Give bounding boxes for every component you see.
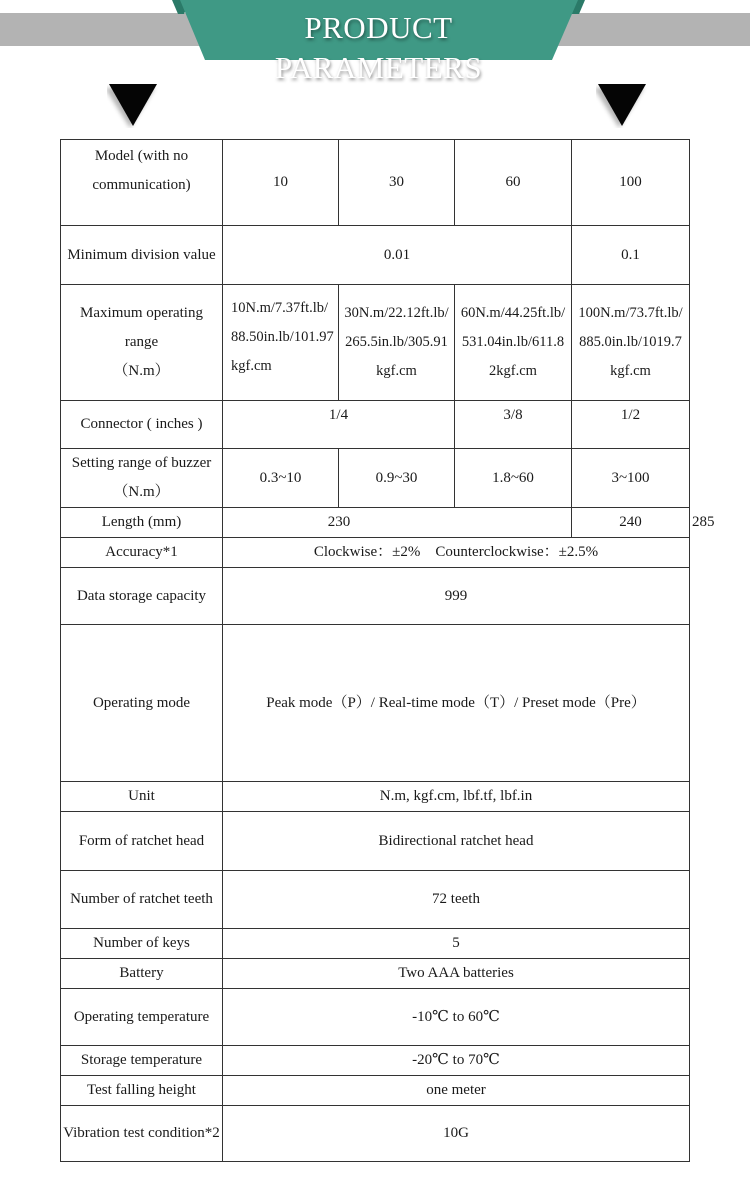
table-row xyxy=(61,538,690,568)
cell-value: 1/4 xyxy=(223,401,455,449)
page-title: PRODUCT PARAMETERS xyxy=(274,10,483,85)
cell-value: 60 xyxy=(455,140,572,226)
table-row xyxy=(61,989,690,1046)
table-row xyxy=(61,226,690,285)
row-label: Connector ( inches ) xyxy=(61,401,223,449)
cell-value: 72 teeth xyxy=(223,871,690,929)
row-label: Number of keys xyxy=(61,929,223,959)
cell-value: Peak mode（P）/ Real-time mode（T）/ Preset mode（Pre） xyxy=(223,625,690,782)
row-label: Model (with no communication) xyxy=(61,140,223,226)
row-label: Operating temperature xyxy=(61,989,223,1046)
cell-value: one meter xyxy=(223,1076,690,1106)
cell-value: 5 xyxy=(223,929,690,959)
cell-value: 1.8~60 xyxy=(455,449,572,508)
table-row xyxy=(61,812,690,871)
table-row xyxy=(61,929,690,959)
table-row xyxy=(61,625,690,782)
row-label: Number of ratchet teeth xyxy=(61,871,223,929)
row-label: Minimum division value xyxy=(61,226,223,285)
row-label: Test falling height xyxy=(61,1076,223,1106)
row-label: Data storage capacity xyxy=(61,568,223,625)
cell-value: 0.3~10 xyxy=(223,449,339,508)
row-label: Operating mode xyxy=(61,625,223,782)
cell-value: 10N.m/7.37ft.lb/88.50in.lb/101.97kgf.cm xyxy=(223,285,339,401)
row-label: Unit xyxy=(61,782,223,812)
cell-value: 10G xyxy=(223,1106,690,1162)
cell-value: 30 xyxy=(339,140,455,226)
cell-value: 3~100 xyxy=(572,449,690,508)
cell-value: 100N.m/73.7ft.lb/885.0in.lb/1019.7kgf.cm xyxy=(572,285,690,401)
cell-value: 30N.m/22.12ft.lb/265.5in.lb/305.91kgf.cm xyxy=(339,285,455,401)
down-triangle-icon xyxy=(596,84,648,128)
table-row xyxy=(61,782,690,812)
row-label: Form of ratchet head xyxy=(61,812,223,871)
row-label: Setting range of buzzer（N.m） xyxy=(61,449,223,508)
table-row xyxy=(61,959,690,989)
cell-value: 100 xyxy=(572,140,690,226)
table-row xyxy=(61,871,690,929)
cell-value: 0.1 xyxy=(572,226,690,285)
cell-value: 230 xyxy=(223,508,572,538)
table-row xyxy=(61,1046,690,1076)
down-triangle-icon xyxy=(107,84,159,128)
cell-value: 999 xyxy=(223,568,690,625)
table-row xyxy=(61,1106,690,1162)
table-row xyxy=(61,401,690,449)
table-row xyxy=(61,140,690,226)
cell-value: -10℃ to 60℃ xyxy=(223,989,690,1046)
cell-value: Clockwise：±2% Counterclockwise：±2.5% xyxy=(223,538,690,568)
row-label: Length (mm) xyxy=(61,508,223,538)
cell-value: N.m, kgf.cm, lbf.tf, lbf.in xyxy=(223,782,690,812)
table-row: Length (mm) 230 240 285 xyxy=(61,508,690,538)
cell-value: 10 xyxy=(223,140,339,226)
cell-value: -20℃ to 70℃ xyxy=(223,1046,690,1076)
cell-value: Two AAA batteries xyxy=(223,959,690,989)
cell-value: 3/8 xyxy=(455,401,572,449)
row-label: Storage temperature xyxy=(61,1046,223,1076)
row-label: Maximum operating range （N.m） xyxy=(61,285,223,401)
cell-value: 0.9~30 xyxy=(339,449,455,508)
cell-value: 0.01 xyxy=(223,226,572,285)
cell-value: 240 xyxy=(572,508,690,538)
cell-value: 60N.m/44.25ft.lb/531.04in.lb/611.82kgf.cm xyxy=(455,285,572,401)
row-label: Accuracy*1 xyxy=(61,538,223,568)
cell-value: Bidirectional ratchet head xyxy=(223,812,690,871)
cell-value: 1/2 xyxy=(572,401,690,449)
row-label: Vibration test condition*2 xyxy=(61,1106,223,1162)
table-row xyxy=(61,285,690,401)
row-label: Battery xyxy=(61,959,223,989)
parameters-table xyxy=(60,139,715,1162)
table-row xyxy=(61,449,690,508)
table-row xyxy=(61,1076,690,1106)
table-row xyxy=(61,568,690,625)
